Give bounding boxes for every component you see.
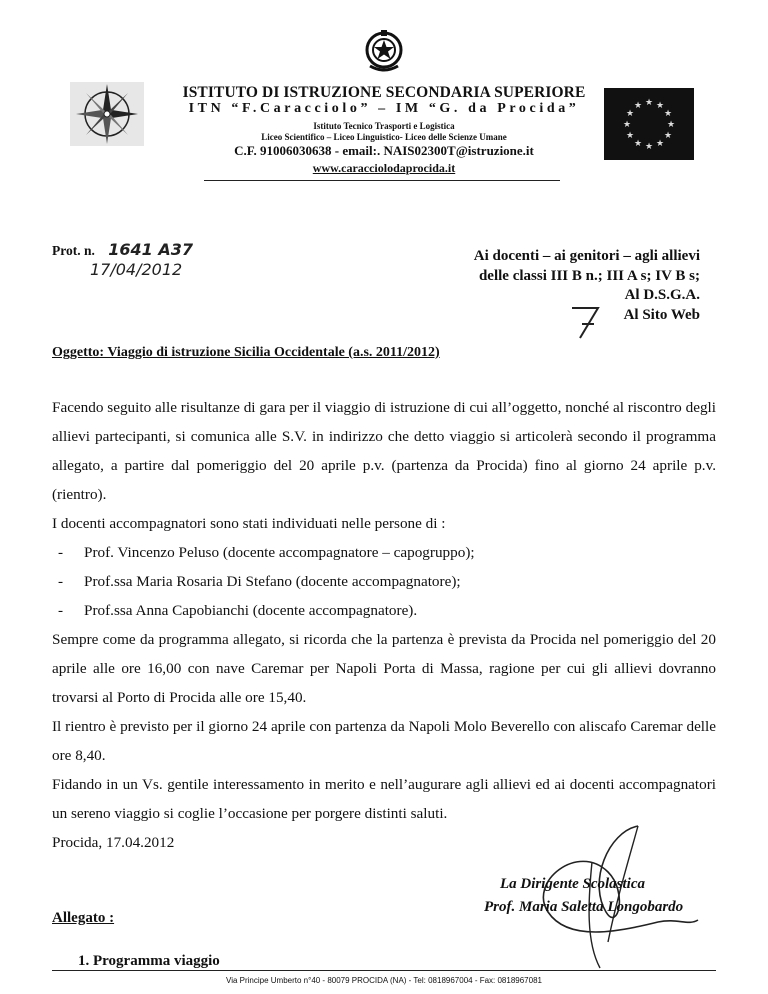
place-date: Procida, 17.04.2012 — [52, 834, 175, 851]
recipient-line: Al Sito Web — [623, 306, 700, 323]
teacher-name: Prof.ssa Maria Rosaria Di Stefano (docente accompagnatore); — [84, 573, 461, 590]
recipient-line: Al D.S.G.A. — [624, 287, 700, 303]
paragraph: Sempre come da programma allegato, si ricorda che la partenza è prevista da Procida nel pomeriggio del 20 aprile alle ore 16,00 con nave Caremar per Napoli Porta di Massa, ragione per cui gli allievi dovranno trovarsi al Porto di Procida alle ore 15,40. — [52, 631, 716, 706]
svg-text:★: ★ — [644, 142, 654, 152]
recipient-line: delle classi III B n.; III A s; IV B s; — [478, 267, 700, 284]
paragraph: Fidando in un Vs. gentile interessamento in merito e nell’augurare agli allievi ed ai docenti accompagnatori un sereno viaggio si coglie l’occasione per porgere distinti saluti. — [52, 776, 716, 822]
header-website-link[interactable]: www.caracciolodaprocida.it — [312, 161, 456, 175]
header-fiscal-code-email: C.F. 91006030638 - email:. NAIS02300T@istruzione.it — [234, 143, 534, 158]
letter-body — [52, 393, 716, 857]
paragraph: I docenti accompagnatori sono stati individuati nelle persone di : — [52, 515, 446, 532]
list-item: - Prof.ssa Anna Capobianchi (docente accompagnatore). — [58, 602, 418, 619]
protocol-number: 1641 A37 — [108, 240, 193, 259]
svg-text:★: ★ — [644, 98, 654, 108]
recipient-line: Ai docenti – ai genitori – agli allievi — [473, 248, 700, 264]
teacher-name: Prof. Vincenzo Peluso (docente accompagnatore – capogruppo); — [84, 544, 475, 561]
protocol-block — [52, 240, 193, 259]
svg-text:★: ★ — [663, 109, 673, 119]
protocol-date: 17/04/2012 — [90, 260, 183, 279]
subject-line: Oggetto: Viaggio di istruzione Sicilia Occidentale (a.s. 2011/2012) — [52, 345, 440, 360]
signature-name: Prof. Maria Saletta Longobardo — [484, 899, 684, 915]
svg-text:★: ★ — [633, 139, 643, 149]
teacher-name: Prof.ssa Anna Capobianchi (docente accompagnatore). — [84, 602, 418, 619]
signature-role: La Dirigente Scolastica — [500, 876, 645, 892]
svg-text:★: ★ — [666, 120, 676, 130]
recipients-block — [420, 247, 700, 325]
footer-divider — [52, 970, 716, 971]
svg-text:★: ★ — [655, 101, 665, 111]
handwritten-signature — [488, 822, 708, 972]
header-schools: ITN “F.Caracciolo” – IM “G. da Procida” — [188, 101, 580, 116]
svg-text:★: ★ — [663, 131, 673, 141]
header-divider — [204, 180, 560, 181]
footer-address: Via Principe Umberto n°40 - 80079 PROCIDA (NA) - Tel: 0818967004 - Fax: 0818967081 — [226, 976, 542, 985]
list-item: - Prof. Vincenzo Peluso (docente accompagnatore – capogruppo); — [58, 544, 475, 561]
paragraph: Facendo seguito alle risultanze di gara per il viaggio di istruzione di cui all’oggetto, nonché al riscontro degli allievi partecipanti, si comunica alle S.V. in indirizzo che detto viaggio si articolerà secondo il programma allegato, a partire dal pomeriggio del 20 aprile p.v. (partenza da Procida) fino al giorno 24 aprile p.v. (rientro). — [52, 399, 716, 503]
list-item: - Prof.ssa Maria Rosaria Di Stefano (docente accompagnatore); — [58, 573, 461, 590]
attachment-item: 1. Programma viaggio — [78, 953, 220, 969]
attachments-label: Allegato : — [52, 910, 115, 926]
protocol-label: Prot. n. — [52, 243, 95, 258]
header-lyceums: Liceo Scientifico – Liceo Linguistico- Liceo delle Scienze Umane — [261, 132, 507, 142]
svg-text:★: ★ — [622, 120, 632, 130]
handwritten-mark — [568, 302, 608, 342]
italian-republic-emblem-icon — [362, 26, 406, 76]
svg-text:★: ★ — [625, 109, 635, 119]
paragraph: Il rientro è previsto per il giorno 24 aprile con partenza da Napoli Molo Beverello con aliscafo Caremar delle ore 8,40. — [52, 718, 716, 764]
svg-text:★: ★ — [655, 139, 665, 149]
svg-text:★: ★ — [625, 131, 635, 141]
svg-text:★: ★ — [633, 101, 643, 111]
header-technical-institute: Istituto Tecnico Trasporti e Logistica — [313, 121, 455, 131]
header-institute-name: ISTITUTO DI ISTRUZIONE SECONDARIA SUPERIORE — [182, 84, 586, 101]
